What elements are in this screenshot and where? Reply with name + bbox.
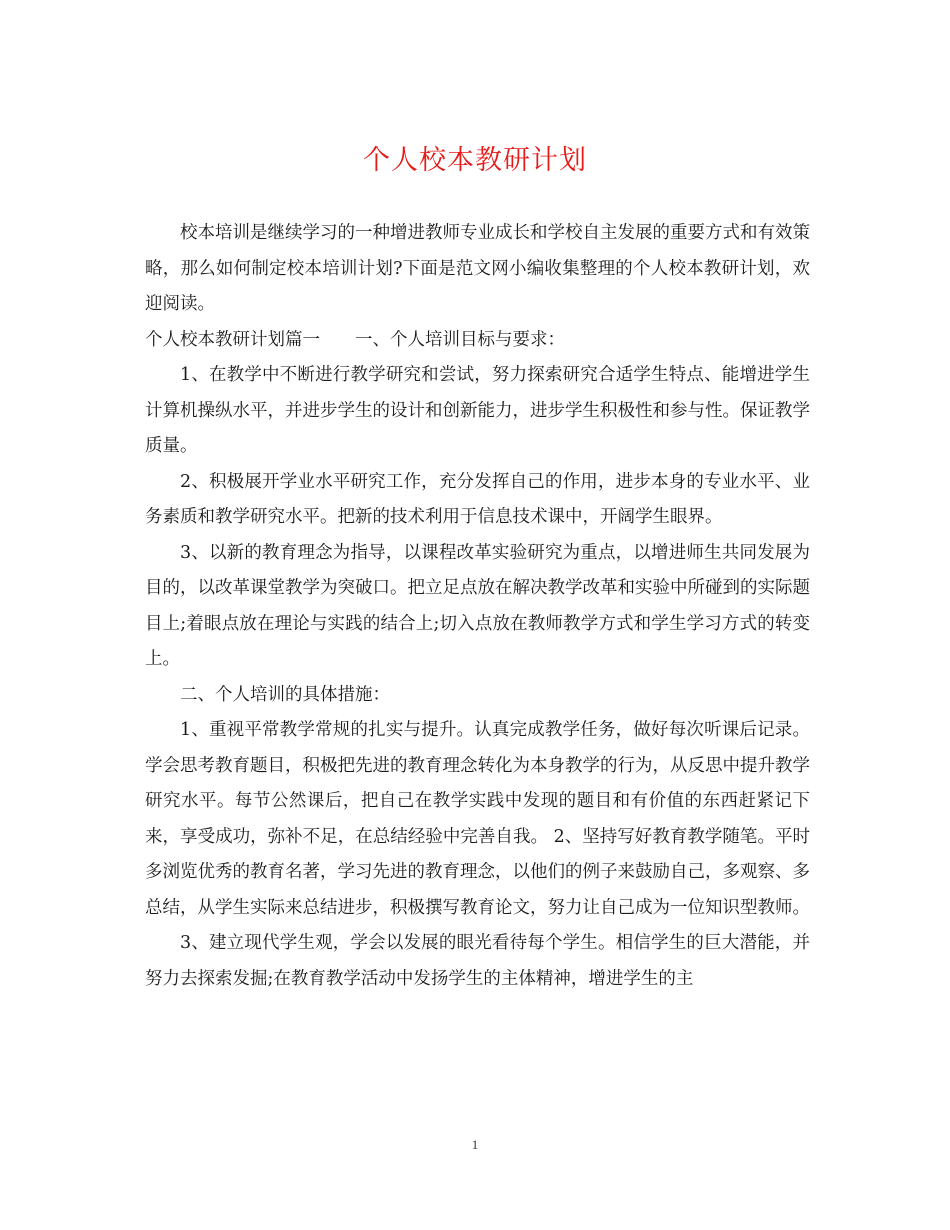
paragraph-measure-1: 1、重视平常教学常规的扎实与提升。认真完成教学任务，做好每次听课后记录。学会思考教育题目，积极把先进的教育理念转化为本身教学的行为，从反思中提升教学研究水平。每节公然课后，把自己在教学实践中发现的题目和有价值的东西赶紧记下来，享受成功，弥补不足，在总结经验中完善自我。 2、坚持写好教育教学随笔。平时多浏览优秀的教育名著，学习先进的教育理念，以他们的例子来鼓励自己，多观察、多总结，从学生实际来总结进步，积极撰写教育论文，努力让自己成为一位知识型教师。 xyxy=(145,720,810,918)
paragraph-measure-3: 3、建立现代学生观，学会以发展的眼光看待每个学生。相信学生的巨大潜能，并努力去探索发掘;在教育教学活动中发扬学生的主体精神，增进学生的主 xyxy=(145,933,810,989)
paragraph-section-heading: 个人校本教研计划篇一 一、个人培训目标与要求： xyxy=(145,329,565,350)
page-number: 1 xyxy=(471,1137,479,1152)
paragraph-goal-3: 3、以新的教育理念为指导，以课程改革实验研究为重点，以增进师生共同发展为目的，以改革课堂教学为突破口。把立足点放在解决教学改革和实验中所碰到的实际题目上;着眼点放在理论与实践的结合上;切入点放在教师教学方式和学生学习方式的转变上。 xyxy=(145,542,810,669)
paragraph-goal-1: 1、在教学中不断进行教学研究和尝试，努力探索研究合适学生特点、能增进学生计算机操纵水平，并进步学生的设计和创新能力，进步学生积极性和参与性。保证教学质量。 xyxy=(145,365,810,456)
paragraph-goal-2: 2、积极展开学业水平研究工作，充分发挥自己的作用，进步本身的专业水平、业务素质和教学研究水平。把新的技术利用于信息技术课中，开阔学生眼界。 xyxy=(145,471,810,527)
document-title: 个人校本教研计划 xyxy=(363,145,587,176)
paragraph-measures-heading: 二、个人培训的具体措施： xyxy=(180,684,390,705)
document-body xyxy=(145,216,810,997)
paragraph-intro: 校本培训是继续学习的一种增进教师专业成长和学校自主发展的重要方式和有效策略，那么如何制定校本培训计划?下面是范文网小编收集整理的个人校本教研计划，欢迎阅读。 xyxy=(145,223,810,314)
